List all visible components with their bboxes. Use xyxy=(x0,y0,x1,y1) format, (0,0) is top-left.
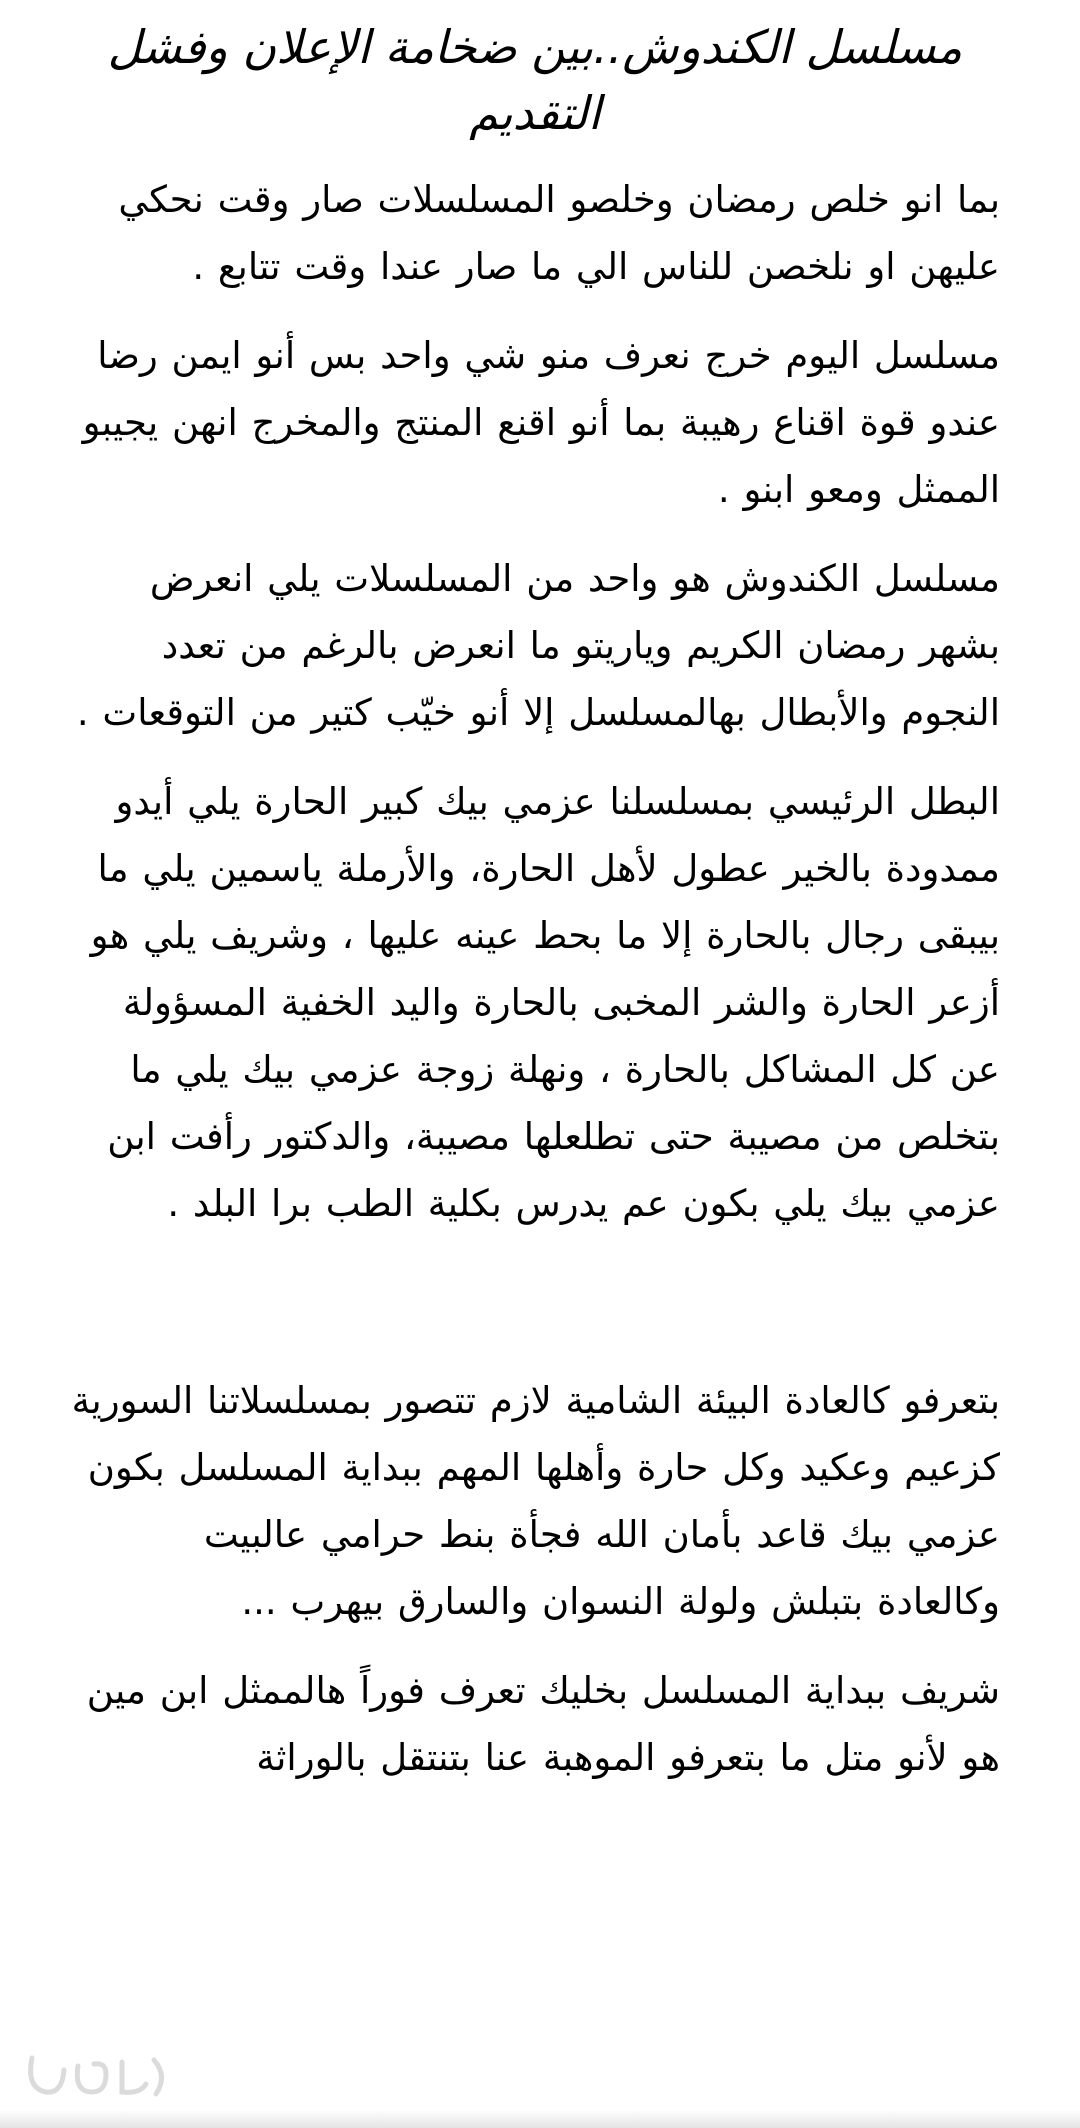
paragraph-intro: بما انو خلص رمضان وخلصو المسلسلات صار وقت نحكي عليهن او نلخصن للناس الي ما صار عندا وقت تتابع . xyxy=(118,178,1000,288)
bottom-edge-shadow xyxy=(0,2110,1080,2128)
paragraph-sharif: شريف ببداية المسلسل بخليك تعرف فوراً هالممثل ابن مين هو لأنو متل ما بتعرفو الموهبة عنا بتنتقل بالوراثة xyxy=(86,1669,1000,1779)
document-title: مسلسل الكندوش..بين ضخامة الإعلان وفشل التقديم xyxy=(107,20,963,140)
paragraph-characters: البطل الرئيسي بمسلسلنا عزمي بيك كبير الحارة يلي أيدو ممدودة بالخير عطول لأهل الحارة، والأرملة ياسمين يلي ما بيبقى رجال بالحارة إلا ما بحط عينه عليها ، وشريف يلي هو أزعر الحارة والشر المخبى بالحارة واليد الخفية المسؤولة عن كل المشاكل بالحارة ، ونهلة زوجة عزمي بيك يلي ما بتخلص من مصيبة حتى تطلعلها مصيبة، والدكتور رأفت ابن عزمي بيك يلي بكون عم يدرس بكلية الطب برا البلد . xyxy=(90,780,1000,1225)
paragraph-series: مسلسل الكندوش هو واحد من المسلسلات يلي انعرض بشهر رمضان الكريم وياريتو ما انعرض بالرغم من تعدد النجوم والأبطال بهالمسلسل إلا أنو خيّب كتير من التوقعات . xyxy=(76,557,1000,734)
paragraph-setting: بتعرفو كالعادة البيئة الشامية لازم تتصور بمسلسلاتنا السورية كزعيم وعكيد وكل حارة وأهلها المهم ببداية المسلسل بكون عزمي بيك قاعد بأمان الله فجأة بنط حرامي عالبيت وكالعادة بتبلش ولولة النسوان والسارق بيهرب ... xyxy=(71,1379,1000,1623)
watermark-logo-icon xyxy=(22,2048,172,2102)
document-body xyxy=(70,14,1000,1813)
paragraph-actor: مسلسل اليوم خرج نعرف منو شي واحد بس أنو ايمن رضا عندو قوة اقناع رهيبة بما أنو اقنع المنتج والمخرج انهن يجيبو الممثل ومعو ابنو . xyxy=(82,334,1000,511)
